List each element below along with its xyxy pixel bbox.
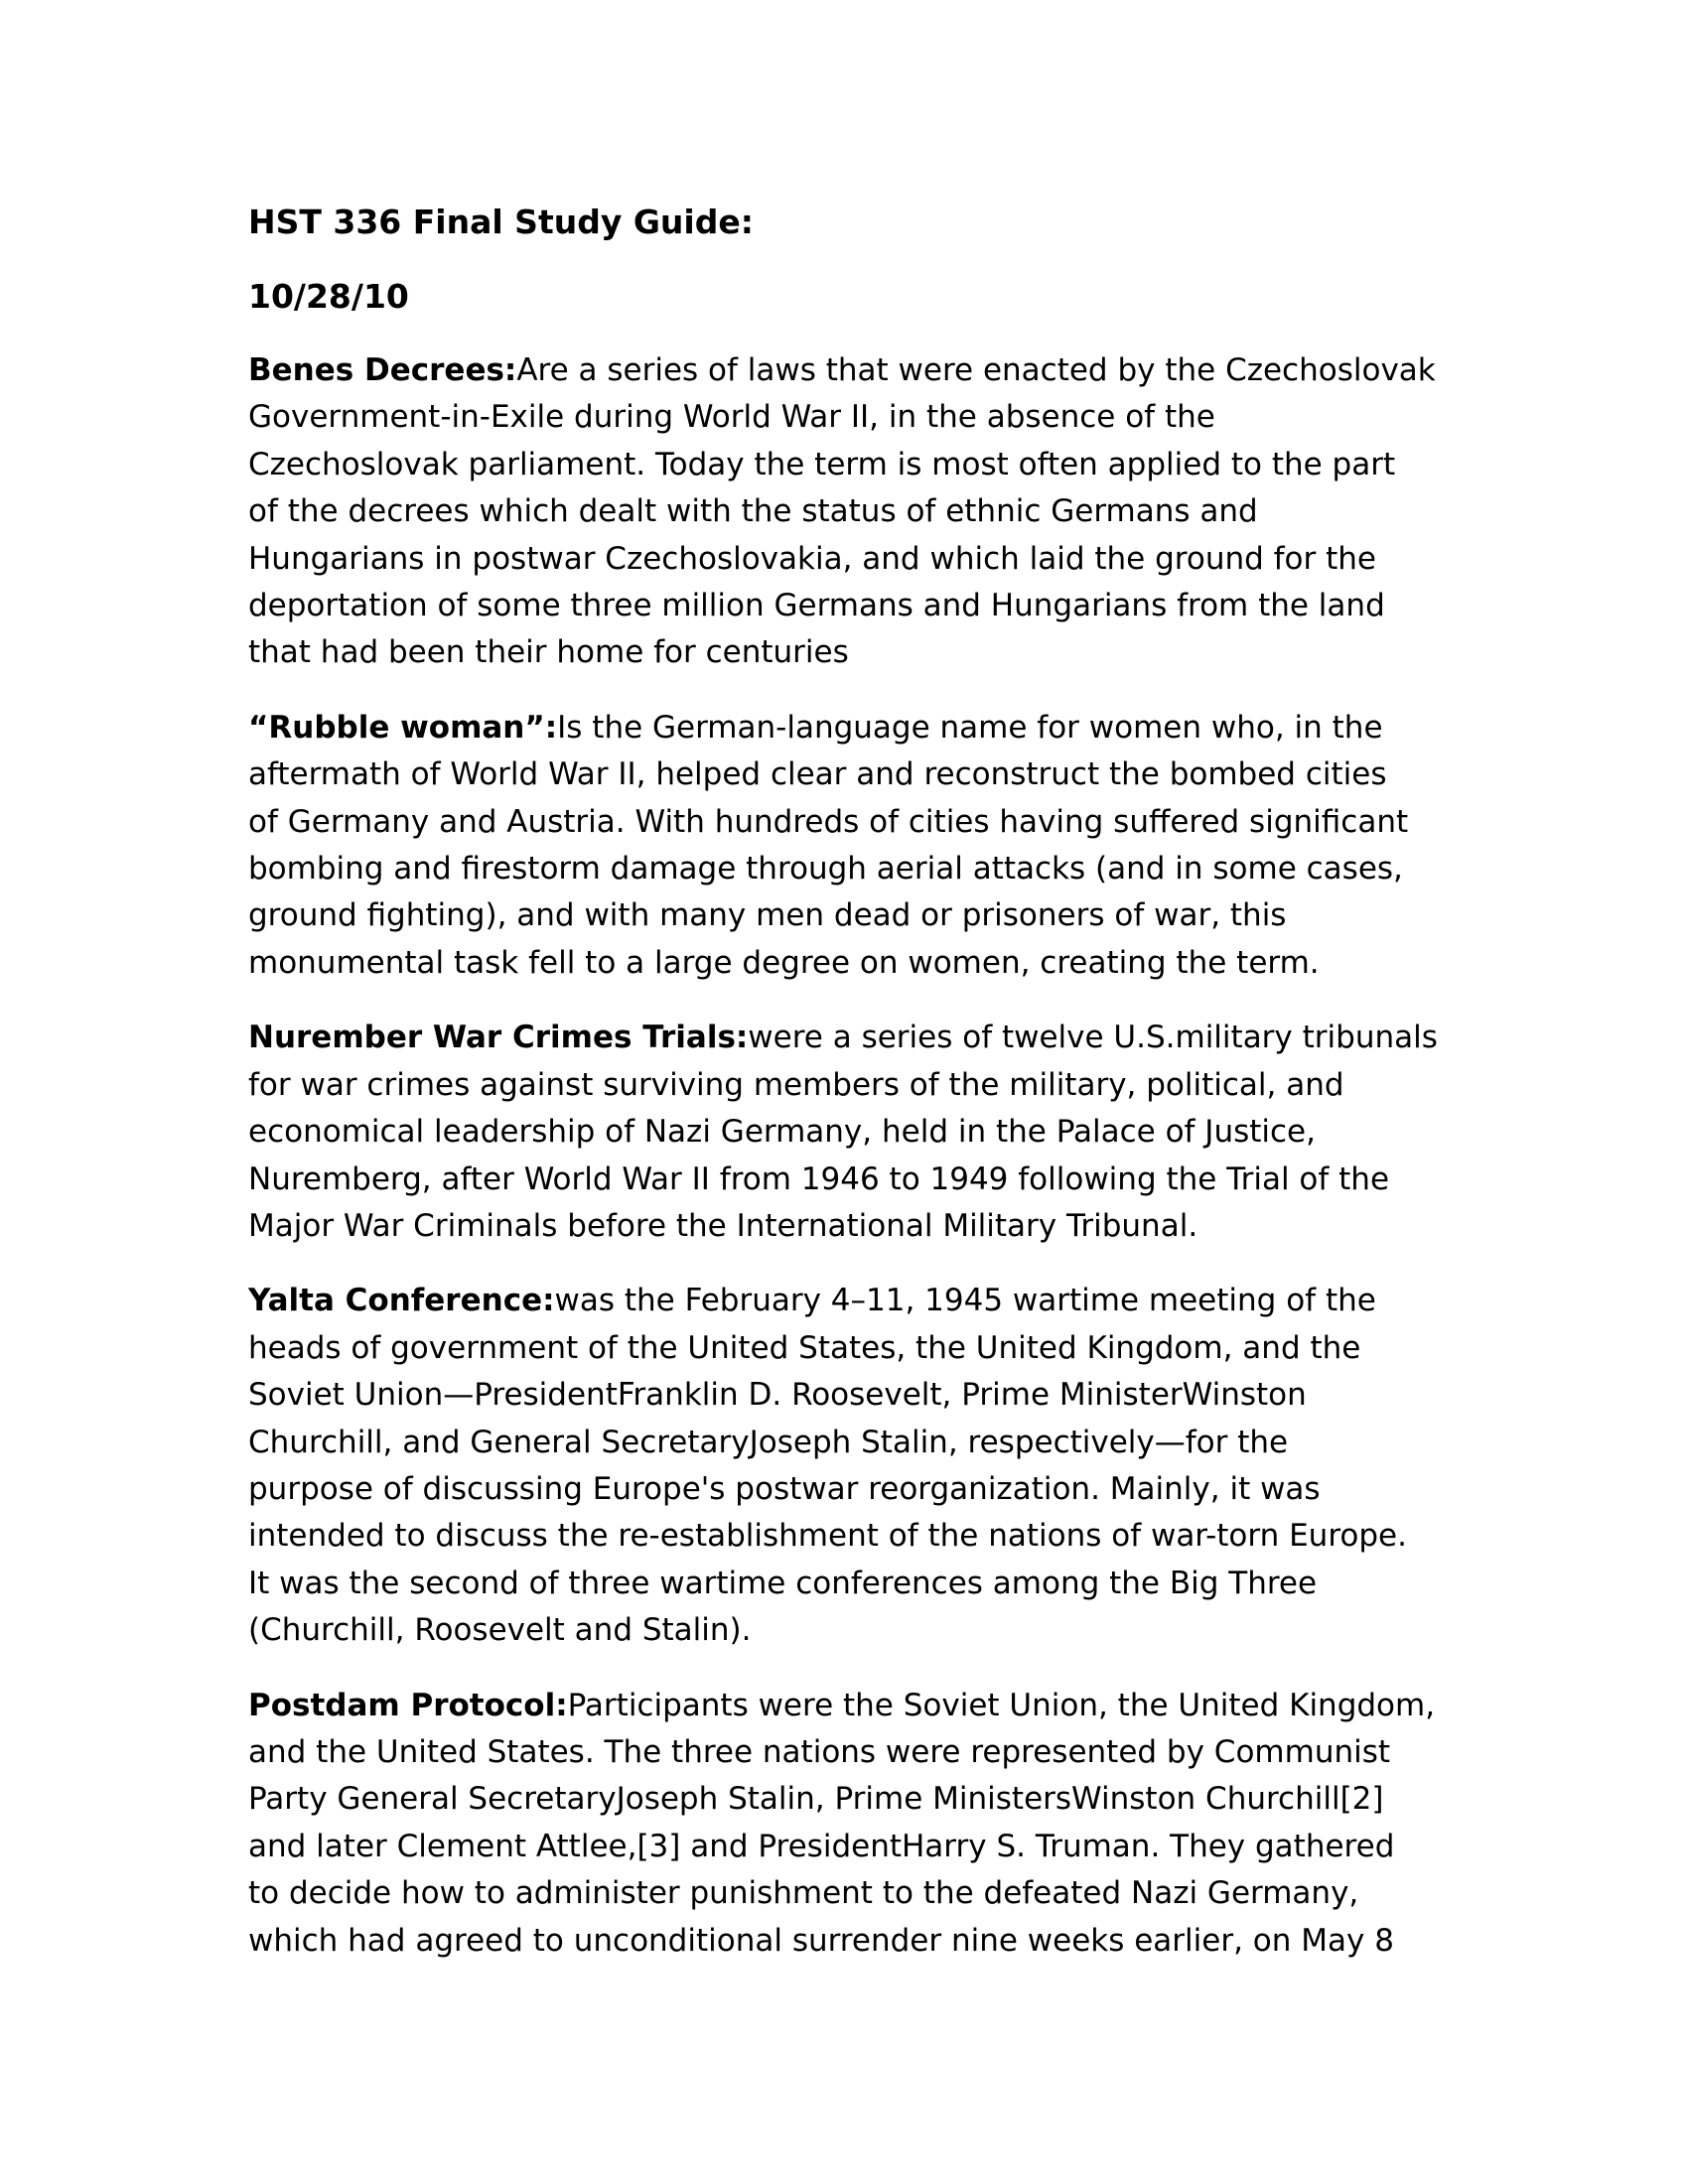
entry-text: heads of government of the United States, the United Kingdom, and the — [248, 1329, 1361, 1366]
entry-text: intended to discuss the re-establishment of the nations of war-torn Europe. — [248, 1518, 1407, 1555]
document-date: 10/28/10 — [248, 277, 409, 316]
entry-text: bombing and firestorm damage through aerial attacks (and in some cases, — [248, 851, 1403, 887]
entry-line — [248, 1278, 1470, 1324]
entry-term: Benes Decrees: — [248, 352, 517, 388]
entry-text: Government-in-Exile during World War II, in the absence of the — [248, 399, 1215, 436]
entry-text: It was the second of three wartime conferences among the Big Three — [248, 1565, 1318, 1601]
entry-text: Churchill, and General SecretaryJoseph Stalin, respectively—for the — [248, 1424, 1289, 1460]
entry-term: “Rubble woman”: — [248, 709, 558, 746]
entry-nuremberg-trials — [248, 1015, 1470, 1250]
entry-text: that had been their home for centuries — [248, 634, 849, 671]
entry-term: Nurember War Crimes Trials: — [248, 1020, 749, 1056]
entry-text: were a series of twelve U.S.military tribunals — [748, 1020, 1438, 1056]
entry-text: and later Clement Attlee,[3] and PresidentHarry S. Truman. They gathered — [248, 1828, 1395, 1864]
entry-text: and the United States. The three nations were represented by Communist — [248, 1733, 1391, 1770]
entry-benes-decrees — [248, 347, 1470, 677]
entry-text: Are a series of laws that were enacted by the Czechoslovak — [516, 352, 1436, 388]
entry-rubble-woman — [248, 705, 1470, 987]
entry-text: Major War Criminals before the International Military Tribunal. — [248, 1207, 1198, 1244]
entry-text: Czechoslovak parliament. Today the term is most often applied to the part — [248, 446, 1396, 482]
entry-text: Party General SecretaryJoseph Stalin, Prime MinistersWinston Churchill[2] — [248, 1781, 1384, 1818]
entry-text: Is the German-language name for women who, in the — [557, 709, 1383, 746]
entry-line — [248, 1015, 1470, 1061]
entry-text: aftermath of World War II, helped clear and reconstruct the bombed cities — [248, 756, 1387, 793]
entry-text: which had agreed to unconditional surrender nine weeks earlier, on May 8 — [248, 1922, 1394, 1959]
entry-line — [248, 347, 1470, 394]
entry-line — [248, 705, 1470, 751]
entry-text: Soviet Union—PresidentFranklin D. Roosevelt, Prime MinisterWinston — [248, 1377, 1307, 1414]
document-page — [248, 199, 1470, 1992]
page-title: HST 336 Final Study Guide: — [248, 203, 754, 241]
entry-text: purpose of discussing Europe's postwar reorganization. Mainly, it was — [248, 1470, 1321, 1507]
entry-text: deportation of some three million Germans and Hungarians from the land — [248, 588, 1385, 624]
entry-text: monumental task fell to a large degree on women, creating the term. — [248, 944, 1320, 981]
entry-postdam-protocol — [248, 1683, 1470, 1965]
entry-term: Postdam Protocol: — [248, 1687, 568, 1723]
entry-term: Yalta Conference: — [248, 1283, 555, 1319]
entry-text: Hungarians in postwar Czechoslovakia, and which laid the ground for the — [248, 540, 1376, 577]
entry-text: for war crimes against surviving members of the military, political, and — [248, 1066, 1344, 1103]
entry-text: Nuremberg, after World War II from 1946 to 1949 following the Trial of the — [248, 1160, 1390, 1197]
entry-text: of the decrees which dealt with the status of ethnic Germans and — [248, 493, 1258, 530]
entry-text: of Germany and Austria. With hundreds of cities having suffered significant — [248, 803, 1409, 840]
entry-text: was the February 4–11, 1945 wartime meeting of the — [554, 1283, 1376, 1319]
entry-text: (Churchill, Roosevelt and Stalin). — [248, 1612, 752, 1649]
entry-line — [248, 1683, 1470, 1729]
entry-yalta-conference — [248, 1278, 1470, 1654]
entry-text: to decide how to administer punishment to the defeated Nazi Germany, — [248, 1875, 1359, 1912]
entry-text: economical leadership of Nazi Germany, held in the Palace of Justice, — [248, 1114, 1316, 1151]
entry-text: ground fighting), and with many men dead or prisoners of war, this — [248, 897, 1287, 934]
entry-text: Participants were the Soviet Union, the United Kingdom, — [567, 1687, 1436, 1723]
